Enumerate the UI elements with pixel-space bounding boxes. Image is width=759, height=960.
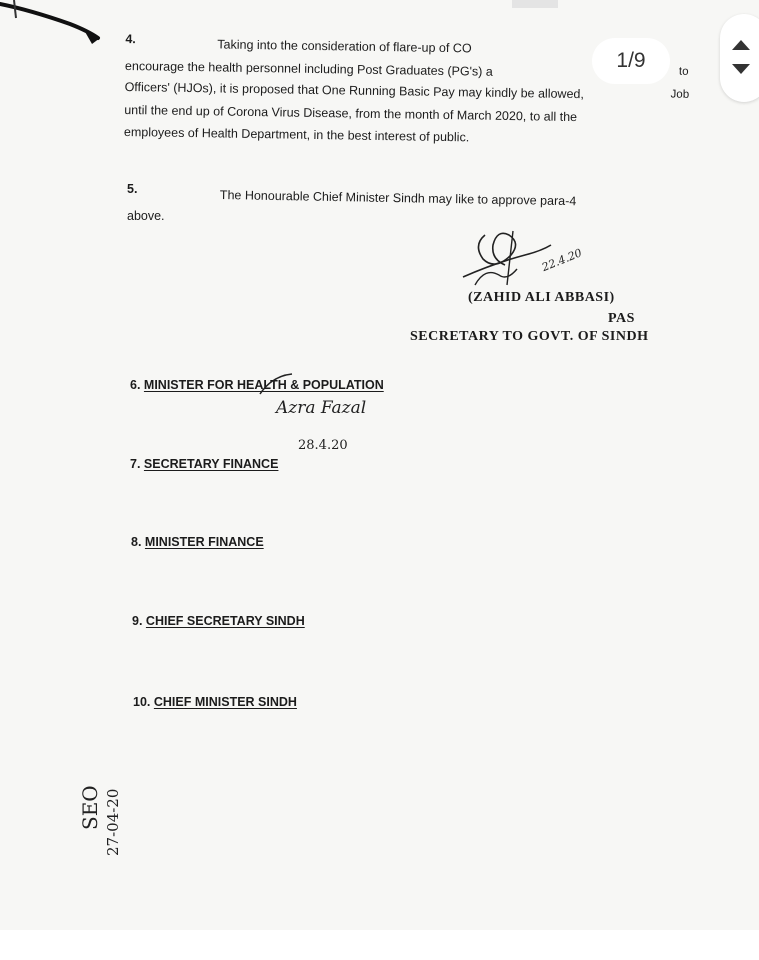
page-indicator-text: 1/9 bbox=[616, 49, 646, 72]
routing-item-number: 8. bbox=[131, 535, 142, 549]
bottom-blank-area bbox=[0, 930, 759, 960]
para5-continuation: above. bbox=[127, 209, 165, 223]
minister-signature: Azra Fazal bbox=[276, 398, 367, 418]
margin-note-line1: SEO bbox=[78, 785, 102, 830]
paragraph-4 bbox=[0, 0, 759, 212]
routing-item-number: 9. bbox=[132, 614, 143, 628]
margin-note-line2: 27-04-20 bbox=[104, 788, 122, 856]
para5-number: 5. bbox=[127, 182, 138, 196]
signatory-service: PAS bbox=[608, 311, 635, 326]
para5-text: The Honourable Chief Minister Sindh may like to approve para-4 bbox=[219, 188, 577, 209]
minister-signature-date: 28.4.20 bbox=[298, 438, 348, 453]
routing-item-label: SECRETARY FINANCE bbox=[143, 457, 279, 471]
para4-fragment-job: Job bbox=[670, 88, 690, 101]
page-indicator bbox=[592, 38, 670, 84]
next-page-icon[interactable] bbox=[732, 64, 750, 74]
para4-fragment-to: to bbox=[678, 65, 689, 78]
para4-line-1: Taking into the consideration of flare-up of CO bbox=[217, 37, 472, 56]
para4-line-5: employees of Health Department, in the best interest of public. bbox=[123, 124, 470, 145]
routing-item-number: 6. bbox=[130, 378, 141, 392]
routing-item-10 bbox=[133, 695, 297, 709]
para4-line-2: encourage the health personnel including Post Graduates (PG's) a bbox=[124, 58, 493, 79]
secretary-signature-date: 22.4.20 bbox=[540, 246, 584, 275]
routing-item-label: CHIEF SECRETARY SINDH bbox=[145, 614, 305, 628]
minister-mark-icon bbox=[258, 372, 298, 398]
para4-line-4: until the end up of Corona Virus Disease, from the month of March 2020, to all the bbox=[124, 102, 578, 125]
routing-item-7 bbox=[130, 457, 278, 471]
routing-item-label: CHIEF MINISTER SINDH bbox=[153, 695, 297, 709]
routing-item-label: MINISTER FINANCE bbox=[144, 535, 264, 549]
routing-item-label: MINISTER FOR HEALTH & POPULATION bbox=[143, 378, 384, 392]
routing-item-number: 10. bbox=[133, 695, 151, 709]
signatory-name: (ZAHID ALI ABBASI) bbox=[468, 290, 615, 305]
routing-item-number: 7. bbox=[130, 457, 141, 471]
routing-item-8 bbox=[131, 535, 264, 549]
top-edge-tab bbox=[512, 0, 558, 8]
page-navigation-control[interactable] bbox=[720, 14, 759, 102]
routing-item-9 bbox=[132, 614, 305, 628]
para4-line-3: Officers' (HJOs), it is proposed that One Running Basic Pay may kindly be allowed, bbox=[124, 79, 585, 102]
routing-item-6 bbox=[130, 378, 384, 392]
previous-page-icon[interactable] bbox=[732, 40, 750, 50]
signatory-designation: SECRETARY TO GOVT. OF SINDH bbox=[410, 329, 649, 344]
para4-number: 4. bbox=[125, 31, 136, 47]
secretary-signature-icon bbox=[455, 215, 565, 295]
